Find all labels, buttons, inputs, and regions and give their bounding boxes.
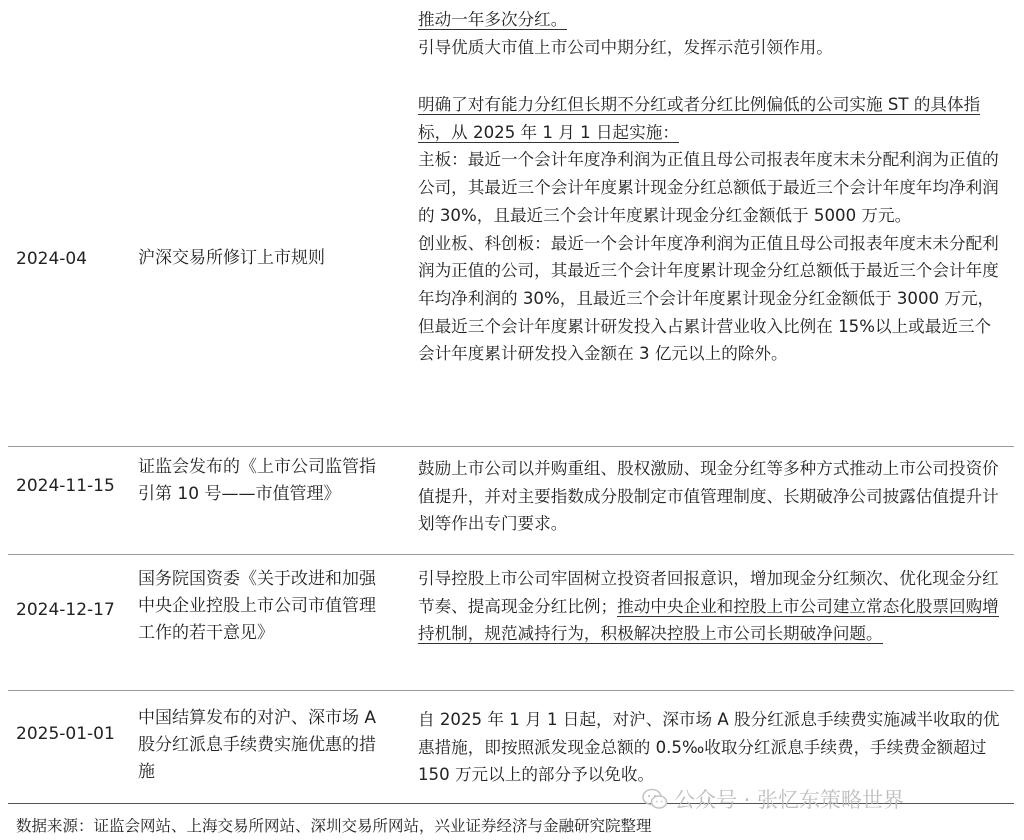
- content-cell: [418, 91, 1006, 368]
- content-line: 创业板、科创板：最近一个会计年度净利润为正值且母公司报表年度末未分配利润为正值的公司，其最近三个会计年度累计现金分红总额低于最近三个会计年度年均净利润的 30%，且最近三个会计年度累计现金分红金额低于 3000 万元，但最近三个会计年度累计研发投入占累计营业收入比例在 15%以上或最近三个会计年度累计研发投入金额在 3 亿元以上的除外。: [418, 233, 999, 364]
- content-cell: [418, 706, 1006, 789]
- content-cell: [418, 565, 1006, 648]
- watermark-text: 公众号 · 张忆东策略世界: [674, 788, 905, 812]
- date-cell: 2025-01-01: [16, 724, 115, 744]
- watermark: [642, 784, 904, 814]
- content-line: 鼓励上市公司以并购重组、股权激励、现金分红等多种方式推动上市公司投资价值提升，并对主要指数成分股制定市值管理制度、长期破净公司披露估值提升计划等作出专门要求。: [418, 459, 999, 534]
- content-line: 推动一年多次分红。: [418, 10, 568, 29]
- date-cell: 2024-11-15: [16, 476, 115, 496]
- event-cell: 证监会发布的《上市公司监管指引第 10 号——市值管理》: [138, 457, 376, 504]
- content-cell: [418, 455, 1006, 538]
- event-cell: 中国结算发布的对沪、深市场 A 股分红派息手续费实施优惠的措施: [138, 708, 377, 782]
- wechat-icon: [642, 788, 668, 810]
- event-cell: 沪深交易所修订上市规则: [138, 248, 325, 268]
- content-line: 引导优质大市值上市公司中期分红，发挥示范引领作用。: [418, 37, 833, 57]
- content-line: 明确了对有能力分红但长期不分红或者分红比例偏低的公司实施 ST 的具体指标，从 2025 年 1 月 1 日起实施：: [418, 95, 981, 142]
- content-cell: [418, 6, 1006, 61]
- date-cell: 2024-04: [16, 249, 88, 269]
- row-separator: [8, 690, 1014, 691]
- content-line: 自 2025 年 1 月 1 日起，对沪、深市场 A 股分红派息手续费实施减半收取的优惠措施，即按照派发现金总额的 0.5‰收取分红派息手续费，手续费金额超过 150 万元以上的部分予以免收。: [418, 710, 1000, 785]
- row-separator: [8, 554, 1014, 555]
- event-cell: 国务院国资委《关于改进和加强中央企业控股上市公司市值管理工作的若干意见》: [138, 569, 376, 643]
- row-separator: [8, 446, 1014, 447]
- content-line: 主板：最近一个会计年度净利润为正值且母公司报表年度末未分配利润为正值的公司，其最近三个会计年度累计现金分红总额低于最近三个会计年度年均净利润的 30%，且最近三个会计年度累计现金分红金额低于 5000 万元。: [418, 150, 999, 225]
- date-cell: 2024-12-17: [16, 600, 115, 620]
- content-line: 引导控股上市公司牢固树立投资者回报意识，增加现金分红频次、优化现金分红节奏、提高现金分红比例；推动中央企业和控股上市公司建立常态化股票回购增持机制，规范减持行为，积极解决控股上市公司长期破净问题。: [418, 569, 999, 644]
- source-note: 数据来源：证监会网站、上海交易所网站、深圳交易所网站，兴业证券经济与金融研究院整理: [16, 817, 652, 835]
